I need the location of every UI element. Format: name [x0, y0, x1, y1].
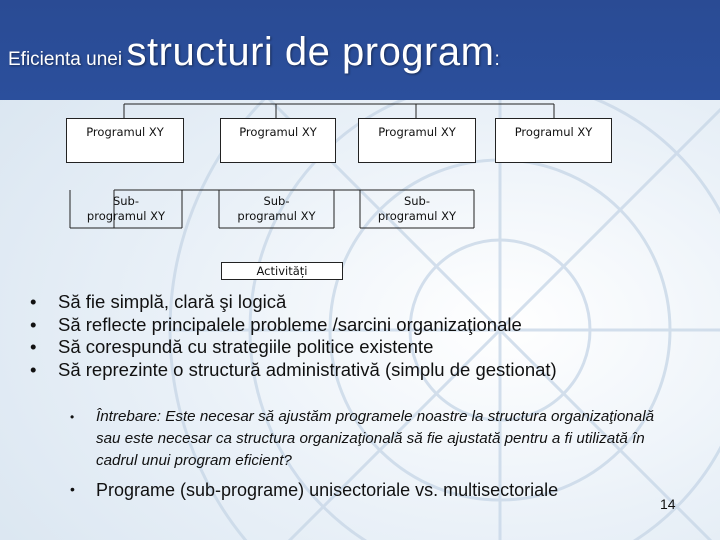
title-part-3: : [494, 49, 500, 70]
subprogram-box-3: Sub- programul XY [377, 194, 457, 223]
title-part-1: Eficienta unei [8, 49, 123, 70]
activities-box: Activități [221, 262, 343, 280]
program-box-2: Programul XY [220, 118, 336, 163]
program-box-3: Programul XY [358, 118, 476, 163]
bullet-dot-icon: • [70, 410, 75, 424]
bullet-dot-icon: • [70, 481, 75, 497]
last-bullet [70, 480, 558, 501]
question-bullet [70, 406, 660, 472]
bullet-item: • Să reprezinte o structură administrativă (simplu de gestionat) [30, 359, 557, 382]
bullet-list [30, 291, 557, 381]
title-part-2: structuri de program [126, 30, 495, 74]
program-box-1: Programul XY [66, 118, 184, 163]
page-number: 14 [660, 496, 676, 512]
last-bullet-text: Programe (sub-programe) unisectoriale vs. multisectoriale [96, 480, 559, 500]
question-text: Întrebare: Este necesar să ajustăm programele noastre la structura organizaţională sau este necesar ca structura organizaţională să fie ajustată pentru a fi utilizată în cadrul unui program eficient? [96, 408, 655, 469]
program-box-4: Programul XY [495, 118, 612, 163]
subprogram-box-2: Sub- programul XY [237, 194, 316, 223]
bullet-item: • Să corespundă cu strategiile politice existente [30, 336, 557, 359]
bullet-item: • Să fie simplă, clară şi logică [30, 291, 557, 314]
bullet-item: • Să reflecte principalele probleme /sarcini organizaţionale [30, 314, 557, 337]
subprogram-box-1: Sub- programul XY [86, 194, 166, 223]
